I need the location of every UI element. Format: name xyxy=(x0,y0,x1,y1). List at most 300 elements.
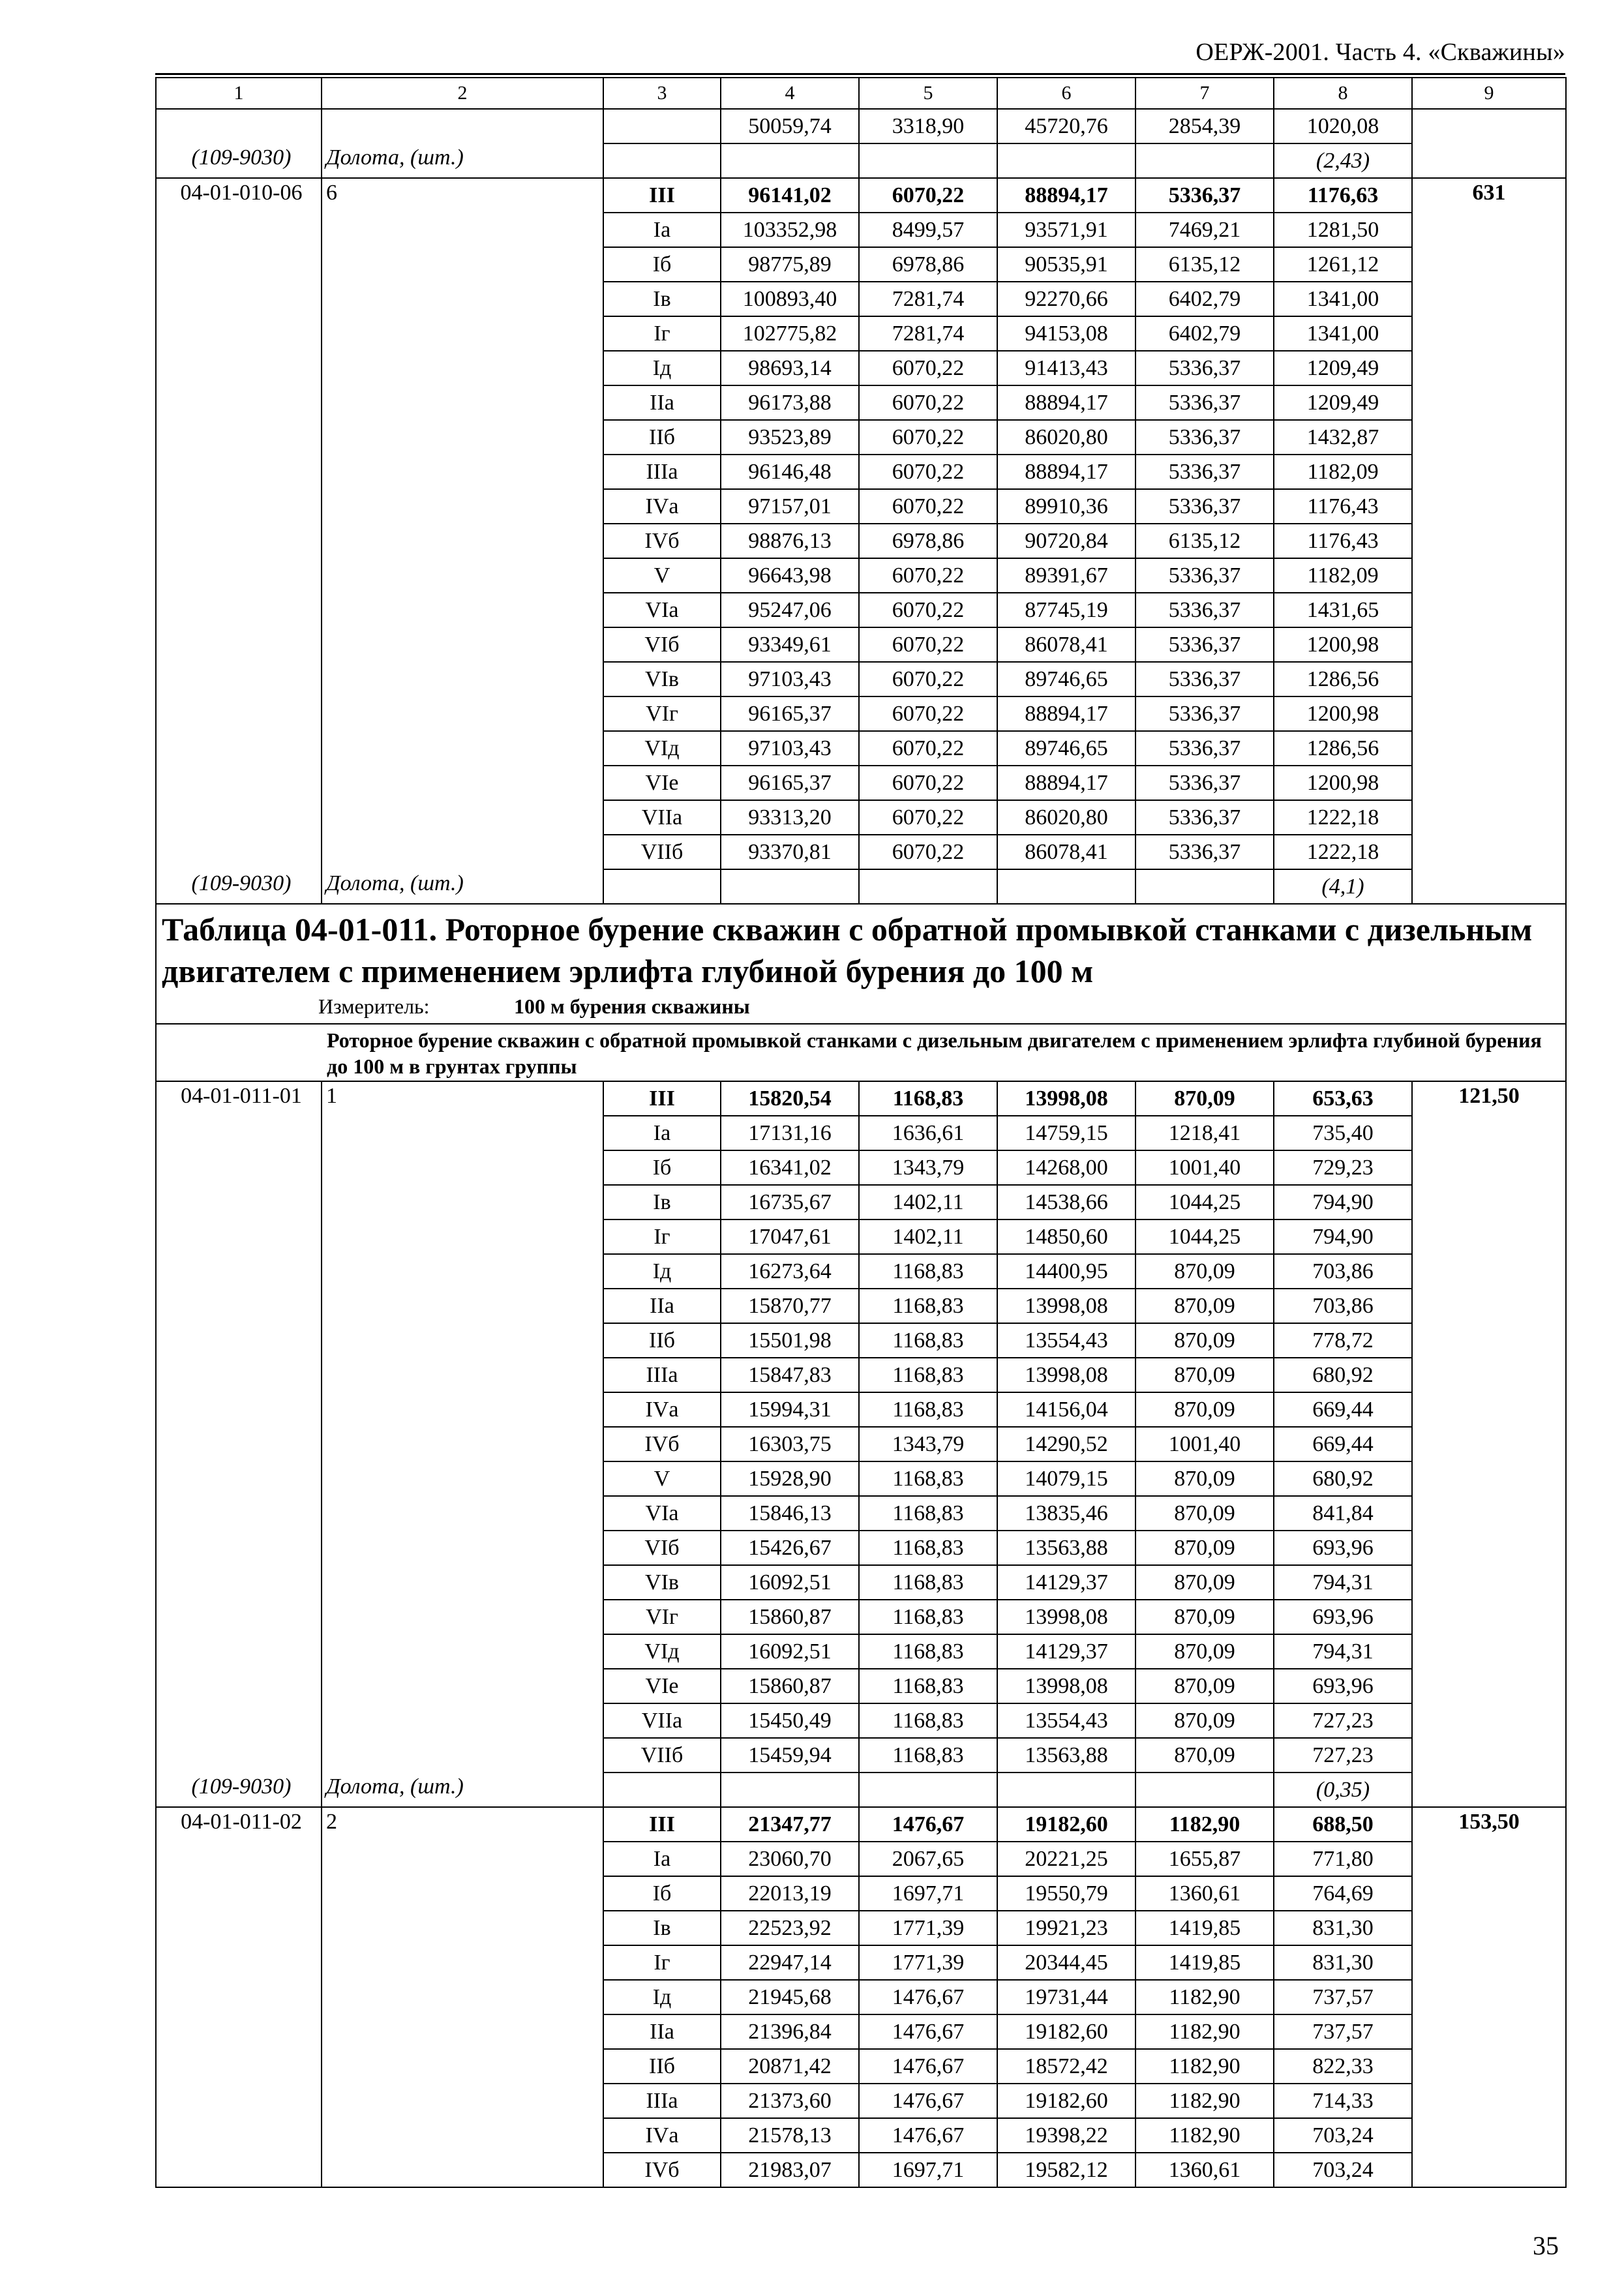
direct-costs-cell: 15459,94 xyxy=(721,1738,859,1773)
labor-hours-cell xyxy=(1412,1219,1566,1254)
direct-costs-cell: 20871,42 xyxy=(721,2049,859,2084)
number-cell xyxy=(322,455,603,489)
number-cell xyxy=(322,109,603,143)
code-cell xyxy=(156,1669,322,1703)
labor-hours-cell xyxy=(1412,109,1566,143)
table-row xyxy=(156,1565,1566,1600)
materials-cell: 841,84 xyxy=(1274,1496,1412,1531)
table-row xyxy=(156,593,1566,627)
code-cell xyxy=(156,558,322,593)
labor-hours-cell xyxy=(1412,1461,1566,1496)
table-row xyxy=(156,1289,1566,1323)
labor-wages-cell: 1771,39 xyxy=(859,1945,997,1980)
labor-hours-cell xyxy=(1412,1496,1566,1531)
soil-group-cell: IVа xyxy=(603,1392,721,1427)
soil-group-cell: Iа xyxy=(603,1116,721,1150)
machine-operation-cell: 19582,12 xyxy=(997,2153,1135,2187)
machine-operation-cell: 13998,08 xyxy=(997,1289,1135,1323)
machine-operation-cell: 19550,79 xyxy=(997,1876,1135,1911)
number-cell xyxy=(322,1565,603,1600)
table-row xyxy=(156,351,1566,385)
table-row xyxy=(156,2153,1566,2187)
soil-group-cell: IIб xyxy=(603,420,721,455)
materials-cell: 794,90 xyxy=(1274,1185,1412,1219)
empty-cell xyxy=(603,1773,721,1807)
labor-wages-cell: 6070,22 xyxy=(859,800,997,835)
table-row xyxy=(156,1323,1566,1358)
number-cell xyxy=(322,558,603,593)
direct-costs-cell: 16092,51 xyxy=(721,1634,859,1669)
number-cell xyxy=(322,1531,603,1565)
number-cell xyxy=(322,420,603,455)
materials-cell: 1286,56 xyxy=(1274,662,1412,696)
materials-cell: 1176,63 xyxy=(1274,178,1412,213)
table-row xyxy=(156,731,1566,766)
labor-wages-cell: 6070,22 xyxy=(859,178,997,213)
resource-code-cell: (109-9030) xyxy=(156,869,322,904)
direct-costs-cell: 21945,68 xyxy=(721,1980,859,2014)
machine-operation-cell: 14850,60 xyxy=(997,1219,1135,1254)
materials-cell: 1432,87 xyxy=(1274,420,1412,455)
number-cell xyxy=(322,1496,603,1531)
machinist-wages-cell: 5336,37 xyxy=(1135,420,1274,455)
direct-costs-cell: 16273,64 xyxy=(721,1254,859,1289)
code-cell xyxy=(156,766,322,800)
code-cell xyxy=(156,1738,322,1773)
materials-cell: 703,86 xyxy=(1274,1254,1412,1289)
number-cell xyxy=(322,696,603,731)
column-number: 3 xyxy=(603,78,721,109)
labor-hours-cell xyxy=(1412,1911,1566,1945)
labor-hours-cell: 631 xyxy=(1412,178,1566,213)
direct-costs-cell: 15450,49 xyxy=(721,1703,859,1738)
empty-cell xyxy=(603,143,721,178)
labor-wages-cell: 6978,86 xyxy=(859,247,997,282)
labor-hours-cell xyxy=(1412,662,1566,696)
number-cell xyxy=(322,662,603,696)
table-row xyxy=(156,282,1566,316)
labor-wages-cell: 6070,22 xyxy=(859,627,997,662)
direct-costs-cell: 21396,84 xyxy=(721,2014,859,2049)
code-cell xyxy=(156,627,322,662)
labor-hours-cell xyxy=(1412,385,1566,420)
machine-operation-cell: 13998,08 xyxy=(997,1600,1135,1634)
soil-group-cell: IVб xyxy=(603,1427,721,1461)
code-cell xyxy=(156,1254,322,1289)
code-cell xyxy=(156,385,322,420)
direct-costs-cell: 15426,67 xyxy=(721,1531,859,1565)
number-cell xyxy=(322,385,603,420)
labor-hours-cell xyxy=(1412,351,1566,385)
materials-cell: 831,30 xyxy=(1274,1945,1412,1980)
machine-operation-cell: 87745,19 xyxy=(997,593,1135,627)
labor-wages-cell: 6070,22 xyxy=(859,385,997,420)
soil-group-cell: Iг xyxy=(603,1945,721,1980)
labor-hours-cell xyxy=(1412,2118,1566,2153)
labor-wages-cell: 1168,83 xyxy=(859,1531,997,1565)
table-row xyxy=(156,1150,1566,1185)
machinist-wages-cell: 870,09 xyxy=(1135,1461,1274,1496)
labor-hours-cell xyxy=(1412,1531,1566,1565)
code-cell xyxy=(156,213,322,247)
labor-wages-cell: 6070,22 xyxy=(859,558,997,593)
soil-group-cell: IIа xyxy=(603,2014,721,2049)
machinist-wages-cell: 5336,37 xyxy=(1135,178,1274,213)
empty-cell xyxy=(603,869,721,904)
code-cell xyxy=(156,2153,322,2187)
code-cell xyxy=(156,1289,322,1323)
machine-operation-cell: 89746,65 xyxy=(997,731,1135,766)
code-cell xyxy=(156,455,322,489)
machine-operation-cell: 13835,46 xyxy=(997,1496,1135,1531)
machinist-wages-cell: 5336,37 xyxy=(1135,593,1274,627)
table-row xyxy=(156,662,1566,696)
code-cell xyxy=(156,2049,322,2084)
resource-row xyxy=(156,1773,1566,1807)
table-row xyxy=(156,835,1566,869)
labor-hours-cell xyxy=(1412,1358,1566,1392)
resource-name-cell: Долота, (шт.) xyxy=(322,1773,603,1807)
materials-cell: 737,57 xyxy=(1274,2014,1412,2049)
machinist-wages-cell: 5336,37 xyxy=(1135,662,1274,696)
materials-cell: 1176,43 xyxy=(1274,524,1412,558)
resource-code-cell: (109-9030) xyxy=(156,1773,322,1807)
materials-cell: 703,86 xyxy=(1274,1289,1412,1323)
labor-wages-cell: 1697,71 xyxy=(859,2153,997,2187)
table-row xyxy=(156,1634,1566,1669)
measure-value: 100 м бурения скважины xyxy=(514,995,750,1018)
number-cell: 2 xyxy=(322,1807,603,1842)
labor-wages-cell: 1476,67 xyxy=(859,1807,997,1842)
code-cell xyxy=(156,247,322,282)
machinist-wages-cell: 1182,90 xyxy=(1135,2084,1274,2118)
machine-operation-cell: 89910,36 xyxy=(997,489,1135,524)
code-cell xyxy=(156,1116,322,1150)
soil-group-cell: VIа xyxy=(603,593,721,627)
direct-costs-cell: 17131,16 xyxy=(721,1116,859,1150)
code-cell xyxy=(156,2084,322,2118)
code-cell xyxy=(156,351,322,385)
labor-wages-cell: 6070,22 xyxy=(859,766,997,800)
machine-operation-cell: 91413,43 xyxy=(997,351,1135,385)
soil-group-cell: Iд xyxy=(603,351,721,385)
machine-operation-cell: 13998,08 xyxy=(997,1081,1135,1116)
materials-cell: 764,69 xyxy=(1274,1876,1412,1911)
machine-operation-cell: 88894,17 xyxy=(997,696,1135,731)
machinist-wages-cell: 870,09 xyxy=(1135,1081,1274,1116)
number-cell xyxy=(322,282,603,316)
machinist-wages-cell: 6135,12 xyxy=(1135,524,1274,558)
direct-costs-cell: 96643,98 xyxy=(721,558,859,593)
soil-group-cell: Iв xyxy=(603,282,721,316)
machine-operation-cell: 19921,23 xyxy=(997,1911,1135,1945)
empty-cell xyxy=(1135,1773,1274,1807)
number-cell xyxy=(322,835,603,869)
code-cell xyxy=(156,1427,322,1461)
empty-cell xyxy=(1412,869,1566,904)
table-row xyxy=(156,1358,1566,1392)
code-cell: 04-01-011-01 xyxy=(156,1081,322,1116)
machinist-wages-cell: 5336,37 xyxy=(1135,455,1274,489)
labor-wages-cell: 1168,83 xyxy=(859,1634,997,1669)
table-row xyxy=(156,1392,1566,1427)
labor-wages-cell: 1697,71 xyxy=(859,1876,997,1911)
table-row xyxy=(156,1600,1566,1634)
labor-hours-cell xyxy=(1412,282,1566,316)
empty-cell xyxy=(1135,143,1274,178)
table-row xyxy=(156,2014,1566,2049)
labor-wages-cell: 1168,83 xyxy=(859,1496,997,1531)
machine-operation-cell: 45720,76 xyxy=(997,109,1135,143)
direct-costs-cell: 16735,67 xyxy=(721,1185,859,1219)
labor-hours-cell xyxy=(1412,558,1566,593)
direct-costs-cell: 103352,98 xyxy=(721,213,859,247)
labor-wages-cell: 1476,67 xyxy=(859,2084,997,2118)
direct-costs-cell: 93523,89 xyxy=(721,420,859,455)
machinist-wages-cell: 5336,37 xyxy=(1135,731,1274,766)
table-row xyxy=(156,1427,1566,1461)
machinist-wages-cell: 6402,79 xyxy=(1135,282,1274,316)
labor-wages-cell: 1168,83 xyxy=(859,1703,997,1738)
empty-cell xyxy=(997,869,1135,904)
machinist-wages-cell: 1360,61 xyxy=(1135,1876,1274,1911)
machinist-wages-cell: 1182,90 xyxy=(1135,2118,1274,2153)
number-cell: 1 xyxy=(322,1081,603,1116)
materials-cell: 1020,08 xyxy=(1274,109,1412,143)
materials-cell: 729,23 xyxy=(1274,1150,1412,1185)
materials-cell: 1281,50 xyxy=(1274,213,1412,247)
machinist-wages-cell: 1182,90 xyxy=(1135,2014,1274,2049)
labor-wages-cell: 7281,74 xyxy=(859,282,997,316)
machinist-wages-cell: 1218,41 xyxy=(1135,1116,1274,1150)
soil-group-cell: III xyxy=(603,1081,721,1116)
table-row xyxy=(156,800,1566,835)
number-cell xyxy=(322,316,603,351)
column-number: 2 xyxy=(322,78,603,109)
code-cell xyxy=(156,1600,322,1634)
code-cell xyxy=(156,489,322,524)
soil-group-cell: IVб xyxy=(603,2153,721,2187)
direct-costs-cell: 96165,37 xyxy=(721,696,859,731)
machinist-wages-cell: 2854,39 xyxy=(1135,109,1274,143)
soil-group-cell: Iа xyxy=(603,1842,721,1876)
code-cell xyxy=(156,835,322,869)
table-row xyxy=(156,316,1566,351)
machine-operation-cell: 86020,80 xyxy=(997,800,1135,835)
labor-hours-cell xyxy=(1412,1150,1566,1185)
code-cell xyxy=(156,1461,322,1496)
materials-cell: 714,33 xyxy=(1274,2084,1412,2118)
table-row xyxy=(156,2049,1566,2084)
materials-cell: 1200,98 xyxy=(1274,696,1412,731)
labor-hours-cell xyxy=(1412,316,1566,351)
number-cell xyxy=(322,247,603,282)
materials-cell: 1200,98 xyxy=(1274,766,1412,800)
labor-hours-cell xyxy=(1412,2084,1566,2118)
empty-cell xyxy=(1135,869,1274,904)
soil-group-cell: Iб xyxy=(603,1876,721,1911)
table-row xyxy=(156,1807,1566,1842)
empty-cell xyxy=(1412,143,1566,178)
materials-cell: 1222,18 xyxy=(1274,835,1412,869)
materials-cell: 1182,09 xyxy=(1274,558,1412,593)
direct-costs-cell: 22947,14 xyxy=(721,1945,859,1980)
materials-cell: 727,23 xyxy=(1274,1703,1412,1738)
header-rule xyxy=(155,73,1565,75)
code-cell xyxy=(156,1842,322,1876)
code-cell xyxy=(156,593,322,627)
labor-wages-cell: 1168,83 xyxy=(859,1600,997,1634)
number-cell xyxy=(322,1703,603,1738)
machine-operation-cell: 13554,43 xyxy=(997,1323,1135,1358)
machine-operation-cell: 88894,17 xyxy=(997,385,1135,420)
labor-hours-cell xyxy=(1412,696,1566,731)
soil-group-cell: VIб xyxy=(603,627,721,662)
soil-group-cell: VIд xyxy=(603,731,721,766)
labor-wages-cell: 1476,67 xyxy=(859,2118,997,2153)
machinist-wages-cell: 7469,21 xyxy=(1135,213,1274,247)
machinist-wages-cell: 870,09 xyxy=(1135,1392,1274,1427)
soil-group-cell: IIIа xyxy=(603,455,721,489)
soil-group-cell: Iв xyxy=(603,1911,721,1945)
labor-wages-cell: 8499,57 xyxy=(859,213,997,247)
code-cell xyxy=(156,1358,322,1392)
code-cell xyxy=(156,696,322,731)
labor-hours-cell xyxy=(1412,731,1566,766)
soil-group-cell: Iд xyxy=(603,1254,721,1289)
direct-costs-cell: 23060,70 xyxy=(721,1842,859,1876)
machine-operation-cell: 13998,08 xyxy=(997,1358,1135,1392)
machinist-wages-cell: 5336,37 xyxy=(1135,385,1274,420)
column-number-row xyxy=(156,78,1566,109)
table-body xyxy=(156,78,1566,2187)
machinist-wages-cell: 870,09 xyxy=(1135,1254,1274,1289)
labor-wages-cell: 1168,83 xyxy=(859,1358,997,1392)
labor-hours-cell xyxy=(1412,455,1566,489)
labor-hours-cell xyxy=(1412,1980,1566,2014)
code-cell xyxy=(156,662,322,696)
materials-cell: 653,63 xyxy=(1274,1081,1412,1116)
machinist-wages-cell: 870,09 xyxy=(1135,1289,1274,1323)
direct-costs-cell: 96165,37 xyxy=(721,766,859,800)
code-cell xyxy=(156,1945,322,1980)
code-cell xyxy=(156,1565,322,1600)
labor-wages-cell: 1476,67 xyxy=(859,2049,997,2084)
labor-hours-cell xyxy=(1412,1703,1566,1738)
labor-hours-cell: 153,50 xyxy=(1412,1807,1566,1842)
code-cell xyxy=(156,1980,322,2014)
column-number: 1 xyxy=(156,78,322,109)
soil-group-cell: VIг xyxy=(603,1600,721,1634)
number-cell xyxy=(322,2153,603,2187)
materials-cell: 680,92 xyxy=(1274,1461,1412,1496)
code-cell xyxy=(156,1219,322,1254)
machine-operation-cell: 94153,08 xyxy=(997,316,1135,351)
measure-row xyxy=(156,992,1566,1024)
table-row xyxy=(156,1703,1566,1738)
labor-hours-cell xyxy=(1412,2153,1566,2187)
machinist-wages-cell: 1360,61 xyxy=(1135,2153,1274,2187)
labor-hours-cell xyxy=(1412,835,1566,869)
materials-cell: 735,40 xyxy=(1274,1116,1412,1150)
machine-operation-cell: 19182,60 xyxy=(997,2014,1135,2049)
page-number: 35 xyxy=(1533,2231,1559,2260)
labor-hours-cell xyxy=(1412,1289,1566,1323)
direct-costs-cell: 102775,82 xyxy=(721,316,859,351)
machinist-wages-cell: 5336,37 xyxy=(1135,800,1274,835)
code-cell xyxy=(156,1531,322,1565)
empty-cell xyxy=(859,869,997,904)
labor-hours-cell xyxy=(1412,1600,1566,1634)
resource-row xyxy=(156,869,1566,904)
materials-cell: 1209,49 xyxy=(1274,351,1412,385)
direct-costs-cell: 50059,74 xyxy=(721,109,859,143)
number-cell: 6 xyxy=(322,178,603,213)
direct-costs-cell: 22523,92 xyxy=(721,1911,859,1945)
labor-wages-cell: 6070,22 xyxy=(859,662,997,696)
soil-group-cell: Iб xyxy=(603,1150,721,1185)
code-cell xyxy=(156,1911,322,1945)
soil-group-cell: IIа xyxy=(603,1289,721,1323)
column-number: 5 xyxy=(859,78,997,109)
empty-cell xyxy=(997,143,1135,178)
direct-costs-cell: 98693,14 xyxy=(721,351,859,385)
code-cell xyxy=(156,109,322,143)
machinist-wages-cell: 5336,37 xyxy=(1135,489,1274,524)
labor-wages-cell: 6070,22 xyxy=(859,489,997,524)
soil-group-cell: Iд xyxy=(603,1980,721,2014)
column-number: 8 xyxy=(1274,78,1412,109)
labor-wages-cell: 1343,79 xyxy=(859,1150,997,1185)
direct-costs-cell: 100893,40 xyxy=(721,282,859,316)
number-cell xyxy=(322,351,603,385)
materials-cell: 737,57 xyxy=(1274,1980,1412,2014)
code-cell: 04-01-011-02 xyxy=(156,1807,322,1842)
materials-cell: 727,23 xyxy=(1274,1738,1412,1773)
number-cell xyxy=(322,1669,603,1703)
labor-hours-cell xyxy=(1412,1427,1566,1461)
materials-cell: 831,30 xyxy=(1274,1911,1412,1945)
column-number: 6 xyxy=(997,78,1135,109)
table-description: Роторное бурение скважин с обратной промывкой станками с дизельным двигателем с применением эрлифта глубиной бурения до 100 м в грунтах группы xyxy=(322,1024,1566,1081)
number-cell xyxy=(322,1150,603,1185)
code-cell xyxy=(156,282,322,316)
labor-wages-cell: 3318,90 xyxy=(859,109,997,143)
labor-hours-cell xyxy=(1412,213,1566,247)
machine-operation-cell: 86078,41 xyxy=(997,627,1135,662)
number-cell xyxy=(322,1461,603,1496)
machinist-wages-cell: 5336,37 xyxy=(1135,558,1274,593)
empty-cell xyxy=(721,1773,859,1807)
machinist-wages-cell: 1182,90 xyxy=(1135,1807,1274,1842)
machine-operation-cell: 13563,88 xyxy=(997,1738,1135,1773)
table-row xyxy=(156,455,1566,489)
machinist-wages-cell: 1001,40 xyxy=(1135,1427,1274,1461)
table-row xyxy=(156,247,1566,282)
table-row xyxy=(156,1911,1566,1945)
table-row xyxy=(156,1116,1566,1150)
resource-quantity-cell: (0,35) xyxy=(1274,1773,1412,1807)
machinist-wages-cell: 870,09 xyxy=(1135,1565,1274,1600)
direct-costs-cell: 15994,31 xyxy=(721,1392,859,1427)
code-cell xyxy=(156,1876,322,1911)
machinist-wages-cell: 1044,25 xyxy=(1135,1219,1274,1254)
labor-hours-cell xyxy=(1412,1634,1566,1669)
direct-costs-cell: 93349,61 xyxy=(721,627,859,662)
labor-wages-cell: 6070,22 xyxy=(859,835,997,869)
table-row xyxy=(156,1876,1566,1911)
soil-group-cell: IIб xyxy=(603,1323,721,1358)
